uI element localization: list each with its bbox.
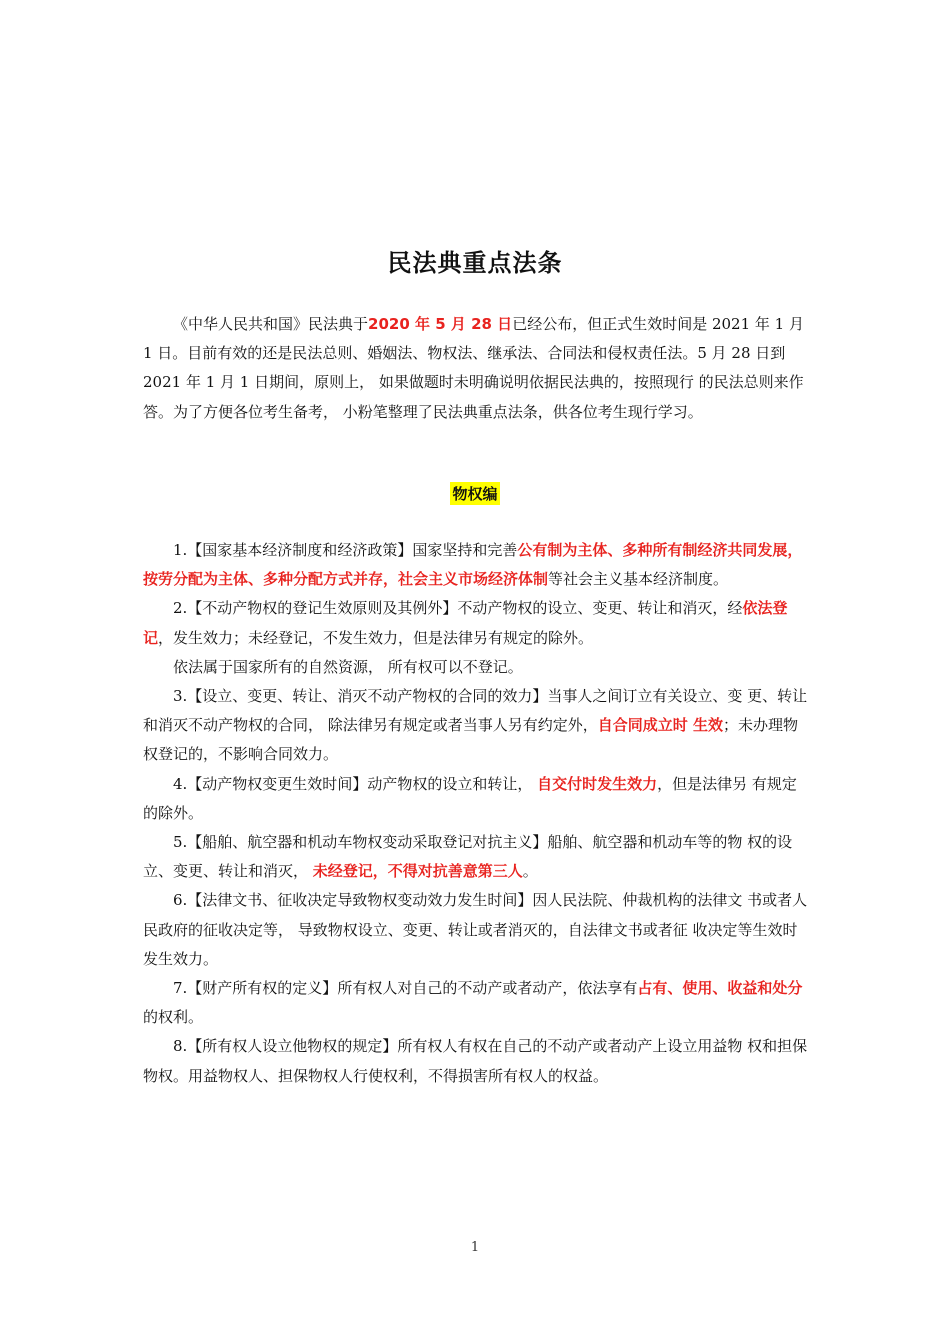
section-title: 物权编 [450,482,499,505]
article-text: ，发生效力；未经登记，不发生效力，但是法律另有规定的除外。 [158,628,594,647]
article-text: 7.【财产所有权的定义】所有权人对自己的不动产或者动产，依法享有 [173,979,638,998]
intro-block [143,310,808,427]
intro-text-1: 《中华人民共和国》民法典于 [173,315,369,333]
articles-block [143,536,808,1091]
article-highlight: 未经登记，不得对抗善意第三人 [312,862,523,881]
page-title: 民法典重点法条 [387,249,563,277]
article-text: 。 [522,862,538,881]
article-text: 依法属于国家所有的自然资源， 所有权可以不登记。 [173,657,523,676]
article-highlight: 自合同成立时 生效 [597,716,724,735]
article-4 [143,770,808,828]
article-2 [143,594,808,652]
article-highlight: 公有制为主体、多种所有制经济共同发展，按劳分配为主体、多种分配方式并存，社会主义市场经济体制 [143,541,803,589]
article-2-supplement [143,653,808,682]
article-text: 1.【国家基本经济制度和经济政策】国家坚持和完善 [173,541,518,559]
article-text: 6.【法律文书、征收决定导致物权变动效力发生时间】因人民法院、仲裁机构的法律文 书或者人民政府的征收决定等， 导致物权设立、变更、转让或者消灭的，自法律文书或者征 收决定等生效时发生效力。 [143,891,808,968]
article-7 [143,974,808,1032]
section-heading [0,482,950,505]
article-8 [143,1032,808,1090]
article-highlight: 依法登记 [143,599,788,647]
article-text: 4.【动产物权变更生效时间】动产物权的设立和转让， [173,774,538,793]
article-highlight: 自交付时发生效力 [537,774,658,793]
article-1 [143,536,808,594]
article-text: ；未办理物权登记的，不影响合同效力。 [143,716,799,764]
article-text: ，但是法律另 有规定的除外。 [143,774,797,822]
article-6 [143,886,808,974]
article-text: 3.【设立、变更、转让、消灭不动产物权的合同的效力】当事人之间订立有关设立、变 更、转让和消灭不动产物权的合同， 除法律另有规定或者当事人另有约定外， [143,687,808,735]
intro-text-2: 已经公布，但正式生效时间是 2021 年 1 月 1 日。目前有效的还是民法总则、婚姻法、物权法、继承法、合同法和侵权责任法。5 月 28 日到 2021 年 1 月 1 日期间，原则上， 如果做题时未明确说明依据民法典的，按照现行 的民法总则来作答。为了方便各位考生备考， 小粉笔整理了民法典重点法条，供各位考生现行学习。 [143,315,804,421]
article-text: 2.【不动产物权的登记生效原则及其例外】不动产物权的设立、变更、转让和消灭，经 [173,599,743,618]
article-text: 5.【船舶、航空器和机动车物权变动采取登记对抗主义】船舶、航空器和机动车等的物 权的设立、变更、转让和消灭， [143,833,793,881]
article-text: 等社会主义基本经济制度。 [548,570,729,589]
intro-date-highlight: 2020 年 5 月 28 日 [368,315,513,333]
article-3 [143,682,808,770]
article-5 [143,828,808,886]
intro-paragraph [143,310,808,427]
page-number: 1 [470,1240,480,1255]
article-text: 8.【所有权人设立他物权的规定】所有权人有权在自己的不动产或者动产上设立用益物 权和担保物权。用益物权人、担保物权人行使权利，不得损害所有权人的权益。 [143,1037,808,1085]
article-highlight: 占有、使用、收益和处分 [637,979,803,998]
article-text: 的权利。 [143,1008,204,1027]
